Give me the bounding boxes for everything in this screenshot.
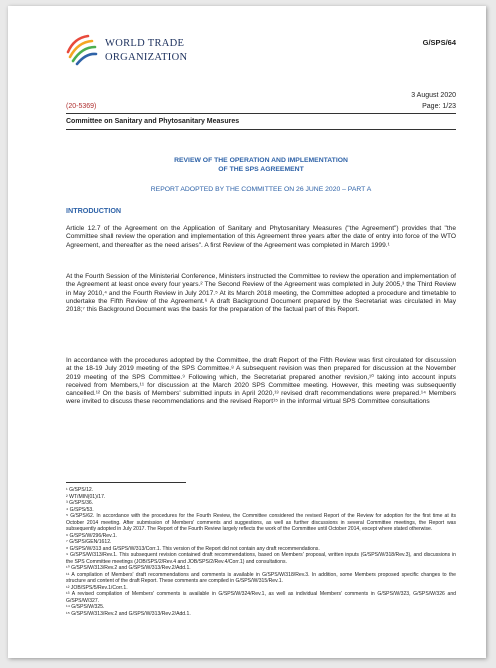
header-rule-bottom <box>66 129 456 130</box>
org-line-1: WORLD TRADE <box>105 38 185 49</box>
footnote-2: ² WT/MIN(01)/17. <box>66 493 106 500</box>
title-line-2: OF THE SPS AGREEMENT <box>218 166 304 173</box>
footnote-15: ¹⁵ G/SPS/W/313/Rev.2 and G/SPS/W/313/Rev.2/Add.1. <box>66 610 191 617</box>
footnote-4: ⁴ G/SPS/53. <box>66 506 94 513</box>
footnote-9: ⁹ G/SPS/W/313/Rev.1. This subsequent revision contained draft recommendations, based on Members' proposal, written inputs (G/SPS/W/318/Rev.3), and discussions in the SPS Committee meetings (JOB/SPS/2/Rev.4 and JOB/SPS/2/Rev.4/Corr.1) and consultations. <box>66 552 456 565</box>
paragraph-3: In accordance with the procedures adopted by the Committee, the draft Report of the Fifth Review was first circulated for discussion at the 18-19 July 2019 meeting of the SPS Committee.⁸ A subsequent revision was then prepared for discussion at the November 2019 meeting of the SPS Committee.⁹ Following which, the Secretariat prepared another revision,¹⁰ taking into account inputs received from Members,¹¹ for discussion at the March 2020 SPS Committee meeting. However, this meeting was subsequently cancelled.¹² On the basis of Members' submitted inputs in April 2020,¹³ revised draft recommendations were prepared.¹⁴ Members were invited to discuss these recommendations and the revised Report¹⁵ in the informal virtual SPS Committee consultations <box>66 357 456 406</box>
footnote-separator <box>66 482 186 483</box>
report-subtitle: REPORT ADOPTED BY THE COMMITTEE ON 26 JUNE 2020 – PART A <box>150 186 372 193</box>
footnote-11: ¹¹ A compilation of Members' draft recommendations and comments is available in G/SPS/W/318/Rev.3. In addition, some Members proposed specific changes to the structure and content of the draft Report. These comments are compiled in G/SPS/W/315/Rev.1. <box>66 571 456 584</box>
footnote-10: ¹⁰ G/SPS/W/313/Rev.2 and G/SPS/W/313/Rev.2/Add.1. <box>66 565 191 571</box>
org-line-2: ORGANIZATION <box>105 52 188 63</box>
wto-logo-icon <box>64 32 98 66</box>
document-symbol: G/SPS/64 <box>422 38 456 47</box>
header-rule-top <box>66 113 456 114</box>
page-number: Page: 1/23 <box>422 103 456 110</box>
footnote-6: ⁶ G/SPS/W/296/Rev.1. <box>66 532 117 539</box>
footnote-8: ⁸ G/SPS/W/313 and G/SPS/W/313/Corr.1. This version of the Report did not contain any draft recommendations. <box>66 545 320 552</box>
paragraph-2: At the Fourth Session of the Ministerial Conference, Ministers instructed the Committee to review the operation and implementation of the Agreement at least once every four years.² The Second Review of the Agreement was completed in July 2005,³ the Third Review in May 2010,⁴ and the Fourth Review in July 2017.⁵ At its March 2018 meeting, the Committee adopted a procedure and timetable to undertake the Fifth Review of the Agreement.⁶ A draft Background Document prepared by the Secretariat was circulated in May 2018;⁷ this Background Document was the basis for the preparation of the factual part of this Report. <box>66 273 456 314</box>
committee-name: Committee on Sanitary and Phytosanitary Measures <box>66 118 240 125</box>
footnote-14: ¹⁴ G/SPS/W/325. <box>66 604 105 610</box>
footnote-12: ¹² JOB/SPS/5/Rev.1/Corr.1. <box>66 584 128 591</box>
document-page <box>8 6 486 658</box>
footnote-1: ¹ G/SPS/12. <box>66 487 94 493</box>
document-number: (20-5369) <box>66 103 97 110</box>
title-line-1: REVIEW OF THE OPERATION AND IMPLEMENTATION <box>174 157 348 164</box>
section-heading: INTRODUCTION <box>66 206 122 215</box>
footnote-7: ⁷ G/SPS/GEN/1612. <box>66 539 112 545</box>
document-date: 3 August 2020 <box>411 92 456 99</box>
footnote-13: ¹³ A revised compilation of Members' comments is available in G/SPS/W/324/Rev.1, as well as individual Members' comments in G/SPS/W/323, G/SPS/W/326 and G/SPS/W/327. <box>66 591 456 604</box>
paragraph-1: Article 12.7 of the Agreement on the Application of Sanitary and Phytosanitary Measures ("the Agreement") provides that "the Committee shall review the operation and implementation of this Agreement three years after the date of entry into force of the WTO Agreement, and thereafter as the need arises". A first Review of the Agreement was completed in March 1999.¹ <box>66 225 456 249</box>
footnotes <box>66 487 456 617</box>
footnote-3: ³ G/SPS/36. <box>66 500 94 506</box>
organization-name <box>105 37 187 65</box>
footnote-5: ⁵ G/SPS/62. In accordance with the procedures for the Fourth Review, the Committee considered the revised Report of the Review for adoption for the first time at its October 2014 meeting. After submission of Members' comments and suggestions, as well as further discussions in several Committee meetings, the Report was subsequently adopted in July 2017. The Report of the Fourth Review largely reflects the work of the Committee until October 2014, except where stated otherwise. <box>66 513 456 532</box>
